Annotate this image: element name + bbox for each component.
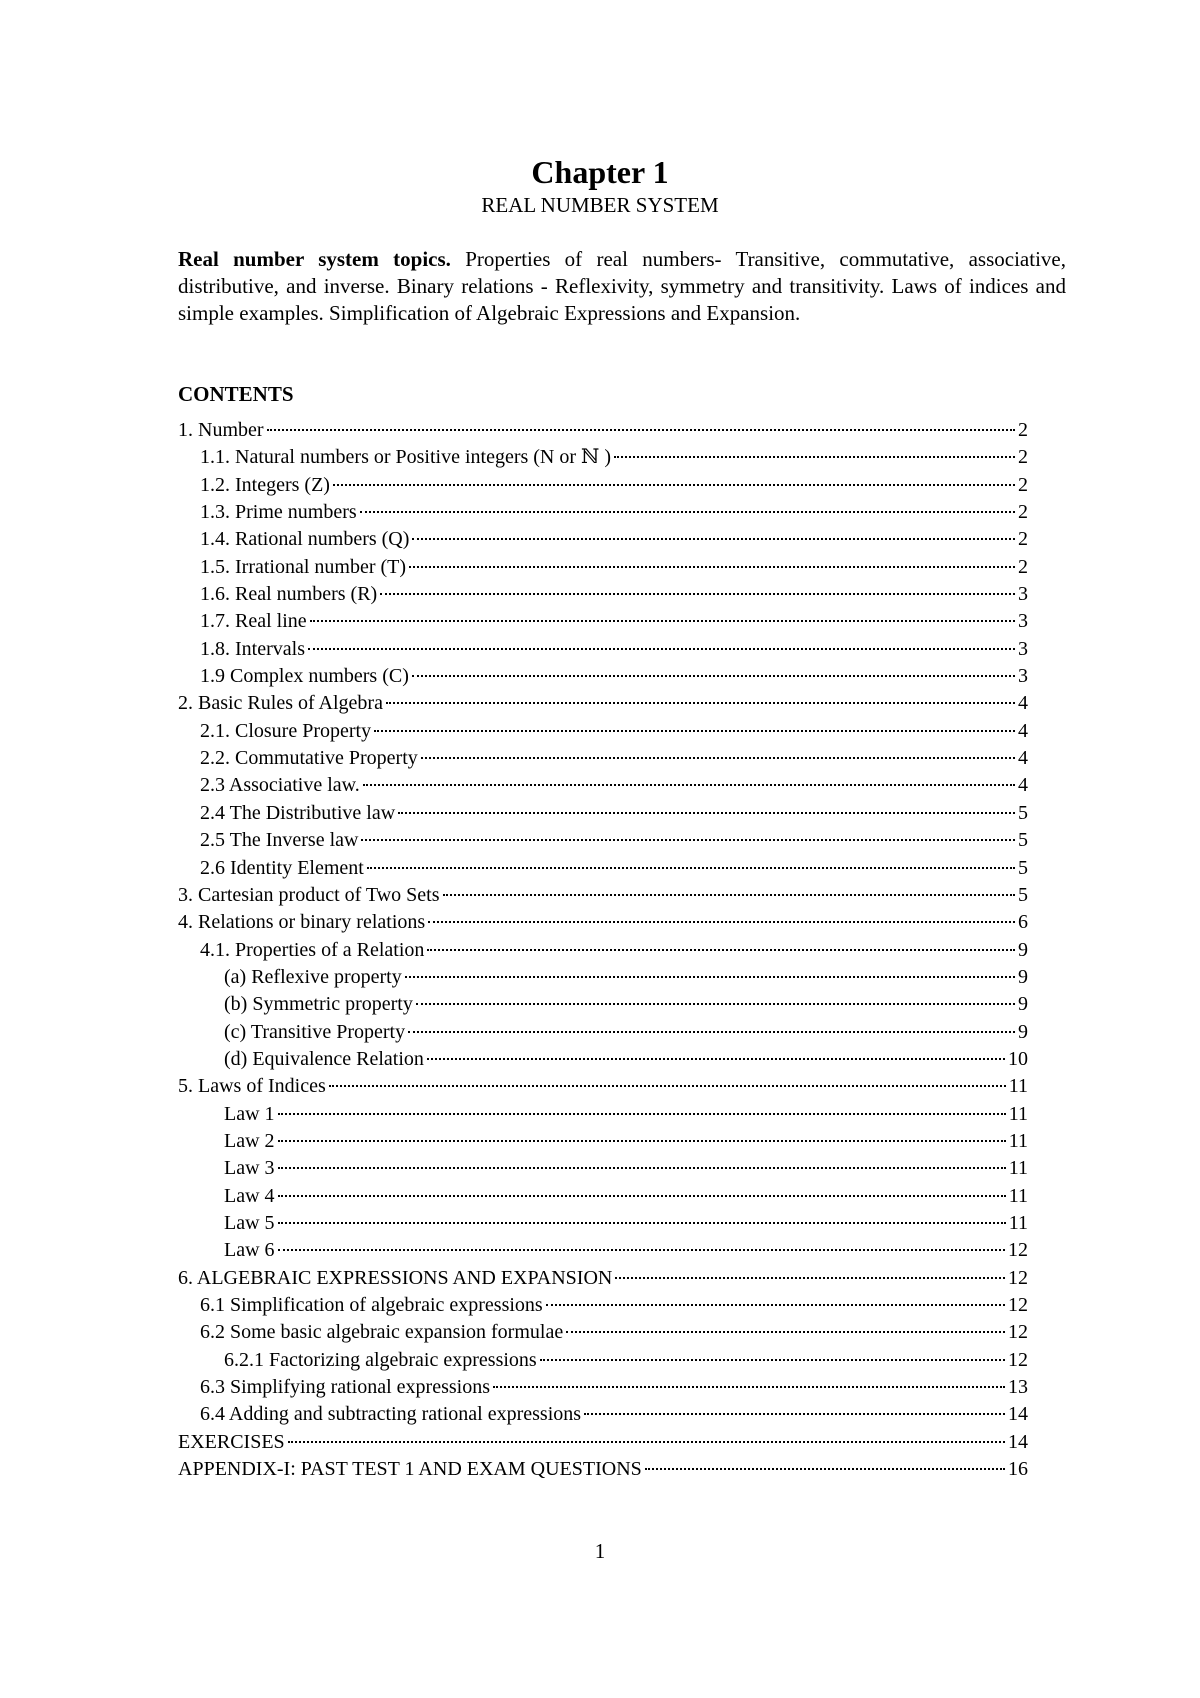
toc-entry-title: (a) Reflexive property bbox=[224, 965, 402, 988]
toc-dot-leader bbox=[409, 542, 1015, 568]
toc-dot-leader bbox=[329, 1061, 1006, 1087]
toc-entry-title: Law 3 bbox=[224, 1157, 275, 1180]
toc-entry-page: 2 bbox=[1018, 446, 1028, 469]
toc-entry-title: 3. Cartesian product of Two Sets bbox=[178, 883, 440, 906]
toc-entry-page: 3 bbox=[1018, 637, 1028, 660]
toc-entry-page: 11 bbox=[1008, 1102, 1028, 1125]
toc-entry-title: 6.1 Simplification of algebraic expressions bbox=[200, 1294, 543, 1316]
toc-entry-title: 1.9 Complex numbers (C) bbox=[200, 665, 409, 688]
toc-dot-leader bbox=[360, 487, 1015, 513]
toc-dot-leader bbox=[614, 432, 1015, 458]
toc-entry[interactable] bbox=[178, 1449, 1028, 1481]
toc-entry-page: 10 bbox=[1008, 1047, 1028, 1070]
toc-entry-page: 2 bbox=[1018, 501, 1028, 524]
toc-dot-leader bbox=[386, 678, 1015, 704]
toc-entry-page: 9 bbox=[1018, 965, 1028, 988]
toc-entry-page: 16 bbox=[1008, 1458, 1028, 1481]
toc-dot-leader bbox=[288, 1417, 1005, 1443]
toc-entry-page: 2 bbox=[1018, 555, 1028, 578]
toc-dot-leader bbox=[278, 1171, 1006, 1197]
toc-dot-leader bbox=[278, 1198, 1006, 1224]
toc-entry-page: 9 bbox=[1018, 938, 1028, 961]
toc-dot-leader bbox=[412, 651, 1015, 677]
toc-entry-page: 5 bbox=[1018, 829, 1028, 852]
toc-entry-title: 2.5 The Inverse law bbox=[200, 829, 359, 852]
toc-entry-title: 1.4. Rational numbers (Q) bbox=[200, 528, 410, 551]
toc-entry-page: 5 bbox=[1018, 801, 1028, 824]
toc-entry-title: Law 5 bbox=[224, 1211, 275, 1234]
intro-lead: Real number system topics. bbox=[178, 247, 451, 271]
toc-entry-title: 2.4 The Distributive law bbox=[200, 801, 396, 824]
toc-entry-title: 6.4 Adding and subtracting rational expressions bbox=[200, 1403, 582, 1426]
toc-dot-leader bbox=[493, 1362, 1005, 1388]
toc-entry-page: 11 bbox=[1008, 1075, 1028, 1098]
toc-entry-page: 11 bbox=[1008, 1184, 1028, 1207]
toc-dot-leader bbox=[398, 788, 1015, 814]
toc-entry-title: 6. ALGEBRAIC EXPRESSIONS AND EXPANSION bbox=[178, 1266, 613, 1289]
contents-heading: CONTENTS bbox=[178, 382, 294, 406]
toc-dot-leader bbox=[278, 1225, 1005, 1251]
toc-entry-title: 1.6. Real numbers (R) bbox=[200, 583, 378, 606]
toc-dot-leader bbox=[278, 1089, 1006, 1115]
toc-entry-title: 6.3 Simplifying rational expressions bbox=[200, 1376, 490, 1399]
toc-dot-leader bbox=[645, 1444, 1005, 1470]
toc-dot-leader bbox=[333, 460, 1015, 486]
toc-entry-title: 1.8. Intervals bbox=[200, 637, 305, 660]
toc-entry-title: 1.5. Irrational number (T) bbox=[200, 555, 407, 578]
toc-dot-leader bbox=[374, 706, 1015, 732]
toc-dot-leader bbox=[615, 1253, 1005, 1279]
chapter-subtitle: REAL NUMBER SYSTEM bbox=[481, 193, 719, 217]
toc-dot-leader bbox=[310, 596, 1015, 622]
toc-entry-page: 2 bbox=[1018, 419, 1028, 441]
toc-entry-page: 12 bbox=[1008, 1266, 1028, 1289]
toc-entry-title: 2. Basic Rules of Algebra bbox=[178, 692, 383, 715]
toc-entry-page: 9 bbox=[1018, 993, 1028, 1016]
toc-entry-page: 3 bbox=[1018, 610, 1028, 633]
toc-dot-leader bbox=[363, 760, 1015, 786]
toc-dot-leader bbox=[416, 979, 1015, 1005]
toc-entry-title: 2.2. Commutative Property bbox=[200, 747, 418, 770]
toc-entry-page: 6 bbox=[1018, 911, 1028, 934]
toc-entry-page: 12 bbox=[1008, 1321, 1028, 1344]
intro-text: Properties of real numbers- Transitive, commutative, associative, distributive, and inverse. Binary relations - Reflexivity, symmetry and transitivity. Laws of indices and simple examples. Simplification of Algebraic Expressions and Expansion. bbox=[178, 247, 1066, 325]
toc-entry-title: EXERCISES bbox=[178, 1430, 285, 1453]
toc-entry-title: 1.3. Prime numbers bbox=[200, 501, 357, 524]
toc-entry-title: (c) Transitive Property bbox=[224, 1020, 406, 1043]
toc-entry-title: 1.2. Integers (Z) bbox=[200, 473, 330, 496]
toc-entry-page: 14 bbox=[1008, 1430, 1028, 1453]
toc-entry-page: 11 bbox=[1008, 1157, 1028, 1180]
toc-entry-title: (d) Equivalence Relation bbox=[224, 1047, 424, 1070]
toc-dot-leader bbox=[428, 897, 1015, 923]
toc-entry-page: 5 bbox=[1018, 883, 1028, 906]
toc-dot-leader bbox=[443, 870, 1015, 896]
toc-entry-title: 6.2 Some basic algebraic expansion formulae bbox=[200, 1321, 564, 1344]
toc-entry-page: 4 bbox=[1018, 774, 1028, 797]
toc-entry-title: APPENDIX-I: PAST TEST 1 AND EXAM QUESTIONS bbox=[178, 1458, 642, 1481]
toc-entry-title: 2.1. Closure Property bbox=[200, 719, 372, 742]
table-of-contents bbox=[178, 410, 1028, 1481]
toc-dot-leader bbox=[278, 1143, 1006, 1169]
toc-dot-leader bbox=[405, 952, 1015, 978]
toc-entry-page: 12 bbox=[1008, 1294, 1028, 1316]
toc-dot-leader bbox=[546, 1280, 1005, 1306]
page-number: 1 bbox=[594, 1539, 606, 1563]
toc-entry-title: 5. Laws of Indices bbox=[178, 1075, 326, 1098]
toc-entry-title: 2.3 Associative law. bbox=[200, 774, 360, 797]
toc-entry-page: 2 bbox=[1018, 473, 1028, 496]
toc-entry-title: 2.6 Identity Element bbox=[200, 856, 364, 879]
toc-entry-page: 2 bbox=[1018, 528, 1028, 551]
toc-dot-leader bbox=[361, 815, 1015, 841]
toc-entry-page: 11 bbox=[1008, 1211, 1028, 1234]
toc-entry-page: 5 bbox=[1018, 856, 1028, 879]
toc-entry-page: 11 bbox=[1008, 1129, 1028, 1152]
toc-entry-page: 4 bbox=[1018, 719, 1028, 742]
toc-entry-page: 4 bbox=[1018, 692, 1028, 715]
toc-dot-leader bbox=[267, 405, 1015, 431]
toc-entry-page: 3 bbox=[1018, 665, 1028, 688]
toc-entry-title: 1.7. Real line bbox=[200, 610, 307, 633]
toc-entry-page: 3 bbox=[1018, 583, 1028, 606]
toc-entry-title: 1. Number bbox=[178, 419, 264, 441]
chapter-title: Chapter 1 bbox=[531, 154, 669, 190]
toc-dot-leader bbox=[540, 1335, 1005, 1361]
toc-entry-title: Law 4 bbox=[224, 1184, 275, 1207]
toc-entry-page: 13 bbox=[1008, 1376, 1028, 1399]
toc-dot-leader bbox=[584, 1389, 1005, 1415]
toc-entry-page: 12 bbox=[1008, 1348, 1028, 1371]
toc-entry-title: Law 1 bbox=[224, 1102, 275, 1125]
toc-entry-title: 4.1. Properties of a Relation bbox=[200, 938, 425, 961]
toc-entry-page: 12 bbox=[1008, 1239, 1028, 1262]
toc-entry-title: 6.2.1 Factorizing algebraic expressions bbox=[224, 1348, 537, 1371]
toc-dot-leader bbox=[367, 843, 1015, 869]
toc-entry-title: 4. Relations or binary relations bbox=[178, 911, 426, 934]
toc-entry-title: Law 2 bbox=[224, 1129, 275, 1152]
toc-dot-leader bbox=[308, 624, 1015, 650]
toc-dot-leader bbox=[278, 1116, 1006, 1142]
toc-entry-page: 9 bbox=[1018, 1020, 1028, 1043]
toc-entry-page: 14 bbox=[1008, 1403, 1028, 1426]
toc-entry-page: 4 bbox=[1018, 747, 1028, 770]
toc-dot-leader bbox=[408, 1007, 1015, 1033]
toc-dot-leader bbox=[427, 925, 1015, 951]
toc-dot-leader bbox=[380, 569, 1015, 595]
toc-entry-title: 1.1. Natural numbers or Positive integers (N or ℕ ) bbox=[200, 446, 611, 469]
toc-entry-title: (b) Symmetric property bbox=[224, 993, 413, 1016]
toc-dot-leader bbox=[427, 1034, 1005, 1060]
toc-dot-leader bbox=[421, 733, 1015, 759]
toc-dot-leader bbox=[566, 1307, 1005, 1333]
intro-paragraph bbox=[178, 246, 1066, 327]
toc-entry-title: Law 6 bbox=[224, 1239, 275, 1262]
toc-dot-leader bbox=[412, 514, 1015, 540]
